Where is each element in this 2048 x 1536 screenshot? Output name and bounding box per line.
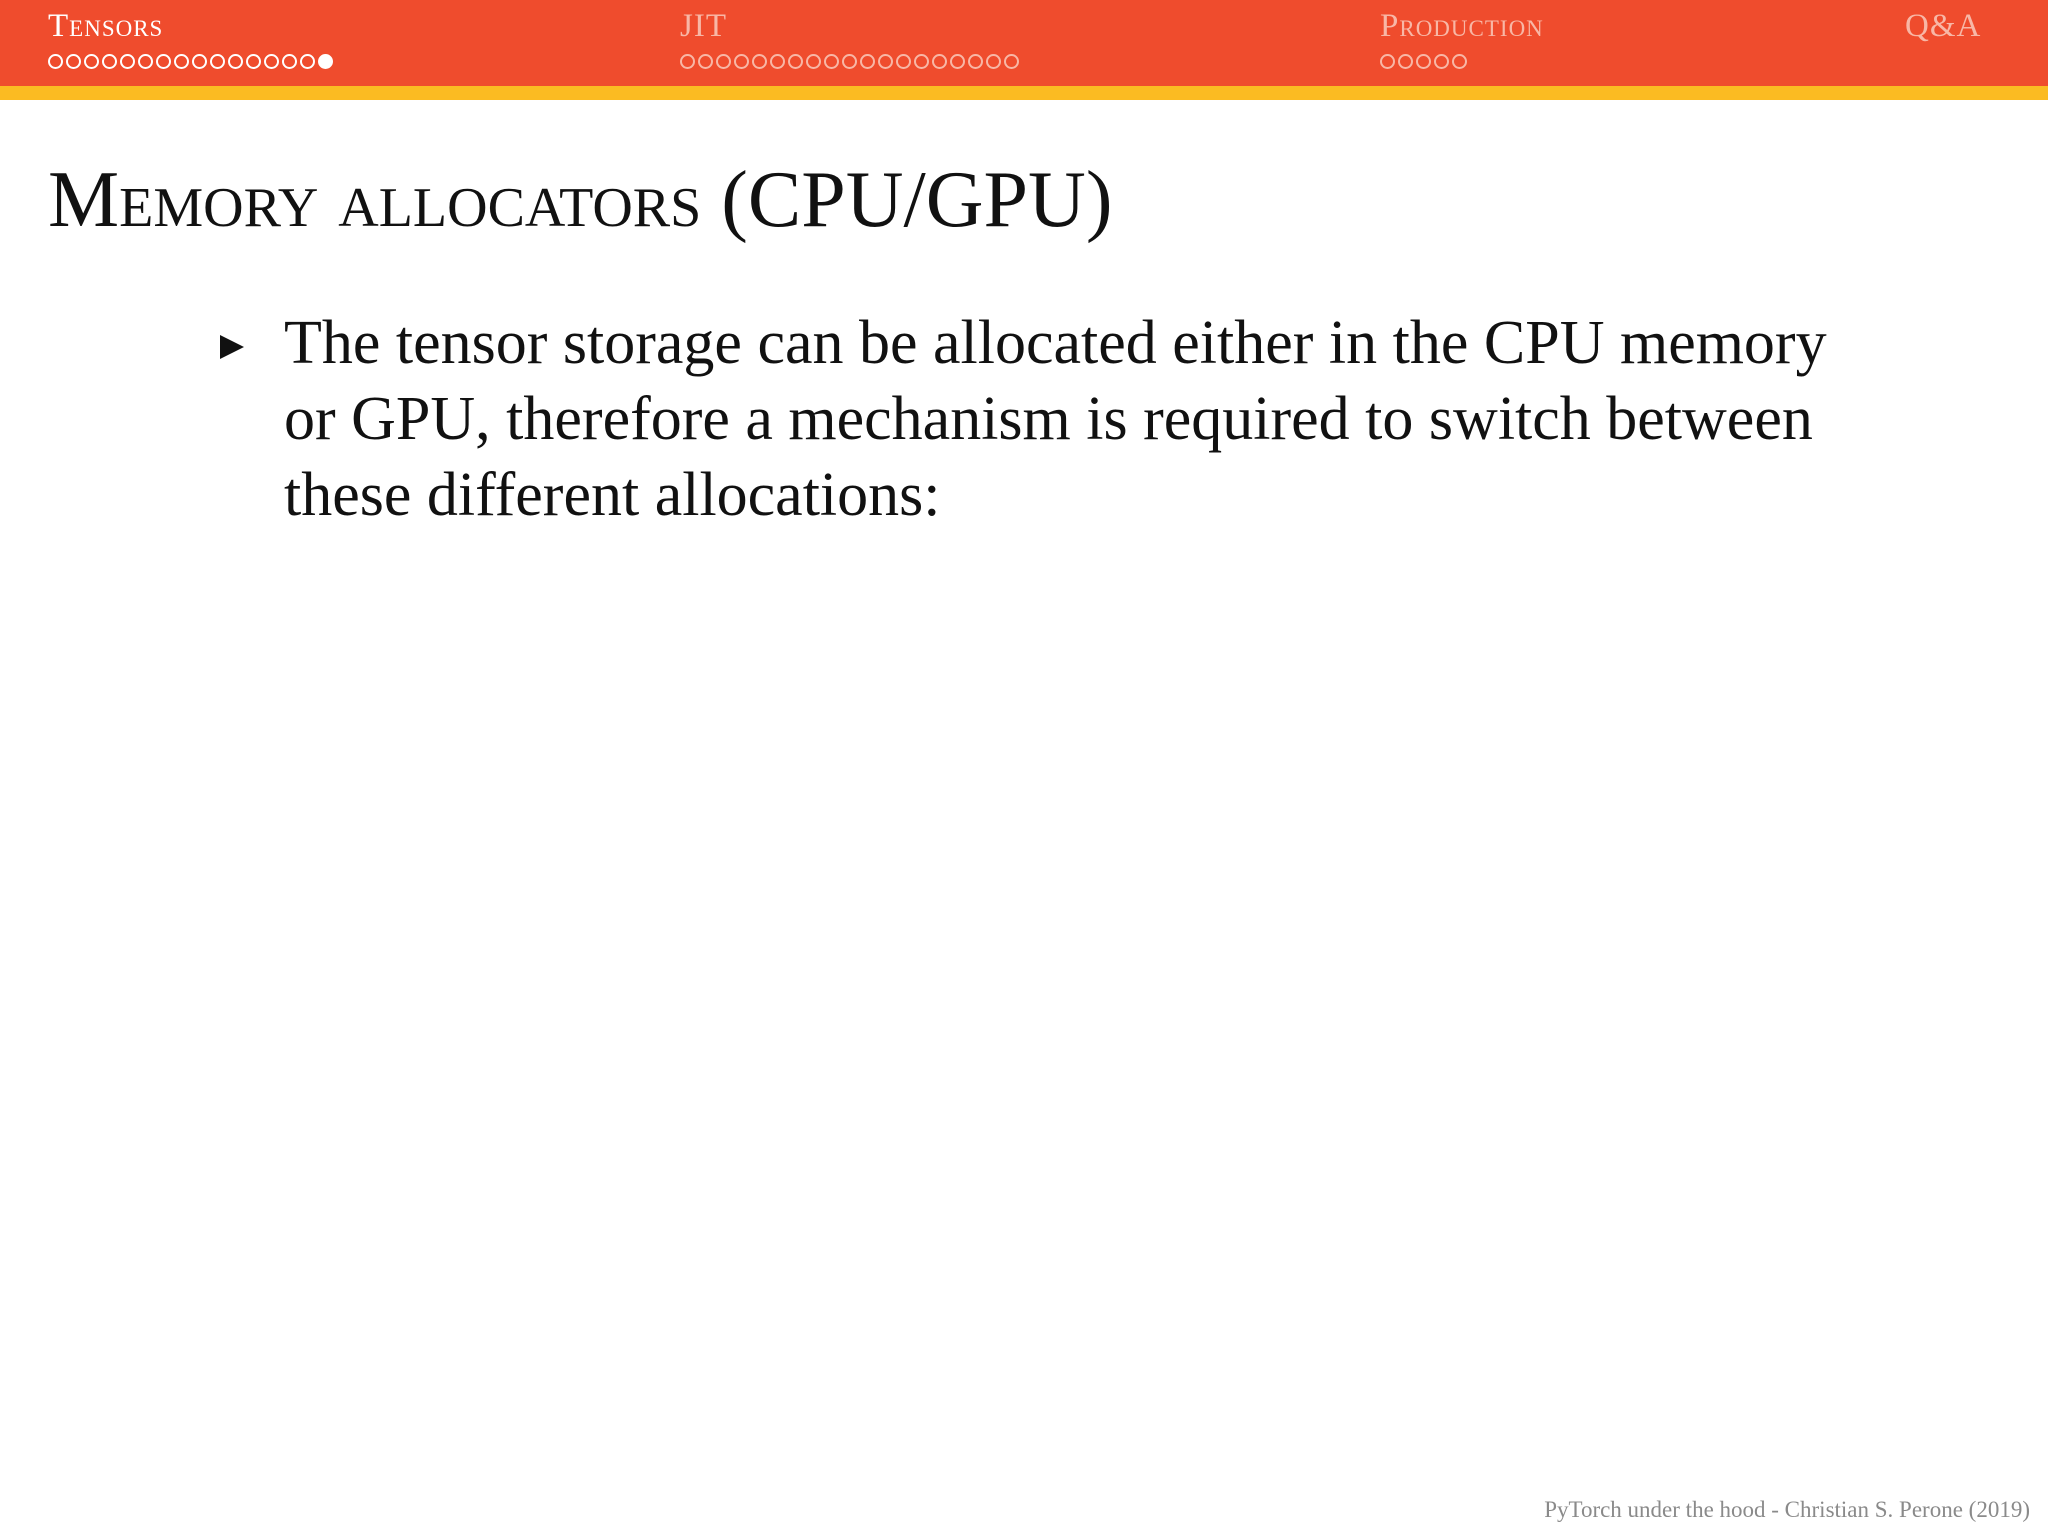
nav-dot[interactable] <box>824 54 839 69</box>
nav-section-qa[interactable] <box>1905 6 1981 54</box>
nav-dot[interactable] <box>1434 54 1449 69</box>
nav-section-title[interactable]: Tensors <box>48 8 164 44</box>
nav-dot[interactable] <box>1452 54 1467 69</box>
nav-dot[interactable] <box>788 54 803 69</box>
nav-dot[interactable] <box>878 54 893 69</box>
nav-section-title[interactable]: Q&A <box>1905 8 1982 44</box>
nav-section-title[interactable]: JIT <box>680 8 727 44</box>
nav-dot[interactable] <box>192 54 207 69</box>
nav-dot[interactable] <box>210 54 225 69</box>
nav-dot[interactable] <box>174 54 189 69</box>
nav-dot[interactable] <box>138 54 153 69</box>
nav-dot-current[interactable] <box>318 54 333 69</box>
nav-dot[interactable] <box>806 54 821 69</box>
nav-dot[interactable] <box>1004 54 1019 69</box>
section-navigation-bar <box>0 0 2048 86</box>
nav-dot[interactable] <box>734 54 749 69</box>
nav-dot[interactable] <box>968 54 983 69</box>
nav-dot[interactable] <box>228 54 243 69</box>
nav-dot[interactable] <box>282 54 297 69</box>
nav-dot[interactable] <box>102 54 117 69</box>
nav-dot[interactable] <box>1398 54 1413 69</box>
bullet-triangle-icon <box>220 335 244 359</box>
nav-dot[interactable] <box>860 54 875 69</box>
nav-dot[interactable] <box>156 54 171 69</box>
nav-dot[interactable] <box>680 54 695 69</box>
nav-section-progress-dots <box>48 54 333 69</box>
nav-dot[interactable] <box>986 54 1001 69</box>
bullet-item <box>220 305 1880 533</box>
nav-dot[interactable] <box>770 54 785 69</box>
nav-dot[interactable] <box>246 54 261 69</box>
bullet-list <box>220 305 1880 533</box>
bullet-text: The tensor storage can be allocated either in the CPU memory or GPU, therefore a mechanism is required to switch between these different allocations: <box>284 309 1827 529</box>
nav-dot[interactable] <box>84 54 99 69</box>
nav-dot[interactable] <box>752 54 767 69</box>
nav-dot[interactable] <box>842 54 857 69</box>
nav-dot[interactable] <box>932 54 947 69</box>
nav-dot[interactable] <box>914 54 929 69</box>
nav-dot[interactable] <box>698 54 713 69</box>
accent-divider <box>0 86 2048 100</box>
footer-credit: PyTorch under the hood - Christian S. Perone (2019) <box>1544 1497 2030 1522</box>
nav-dot[interactable] <box>950 54 965 69</box>
nav-section-production[interactable] <box>1380 6 1544 69</box>
nav-section-title[interactable]: Production <box>1380 8 1544 44</box>
nav-dot[interactable] <box>66 54 81 69</box>
nav-dot[interactable] <box>120 54 135 69</box>
nav-dot[interactable] <box>896 54 911 69</box>
nav-dot[interactable] <box>264 54 279 69</box>
slide-title: Memory allocators (CPU/GPU) <box>48 156 1113 244</box>
nav-dot[interactable] <box>48 54 63 69</box>
nav-section-tensors[interactable] <box>48 6 333 69</box>
nav-dot[interactable] <box>1380 54 1395 69</box>
nav-section-jit[interactable] <box>680 6 1019 69</box>
nav-section-progress-dots <box>680 54 1019 69</box>
nav-section-progress-dots <box>1380 54 1544 69</box>
nav-dot[interactable] <box>1416 54 1431 69</box>
nav-dot[interactable] <box>716 54 731 69</box>
nav-dot[interactable] <box>300 54 315 69</box>
